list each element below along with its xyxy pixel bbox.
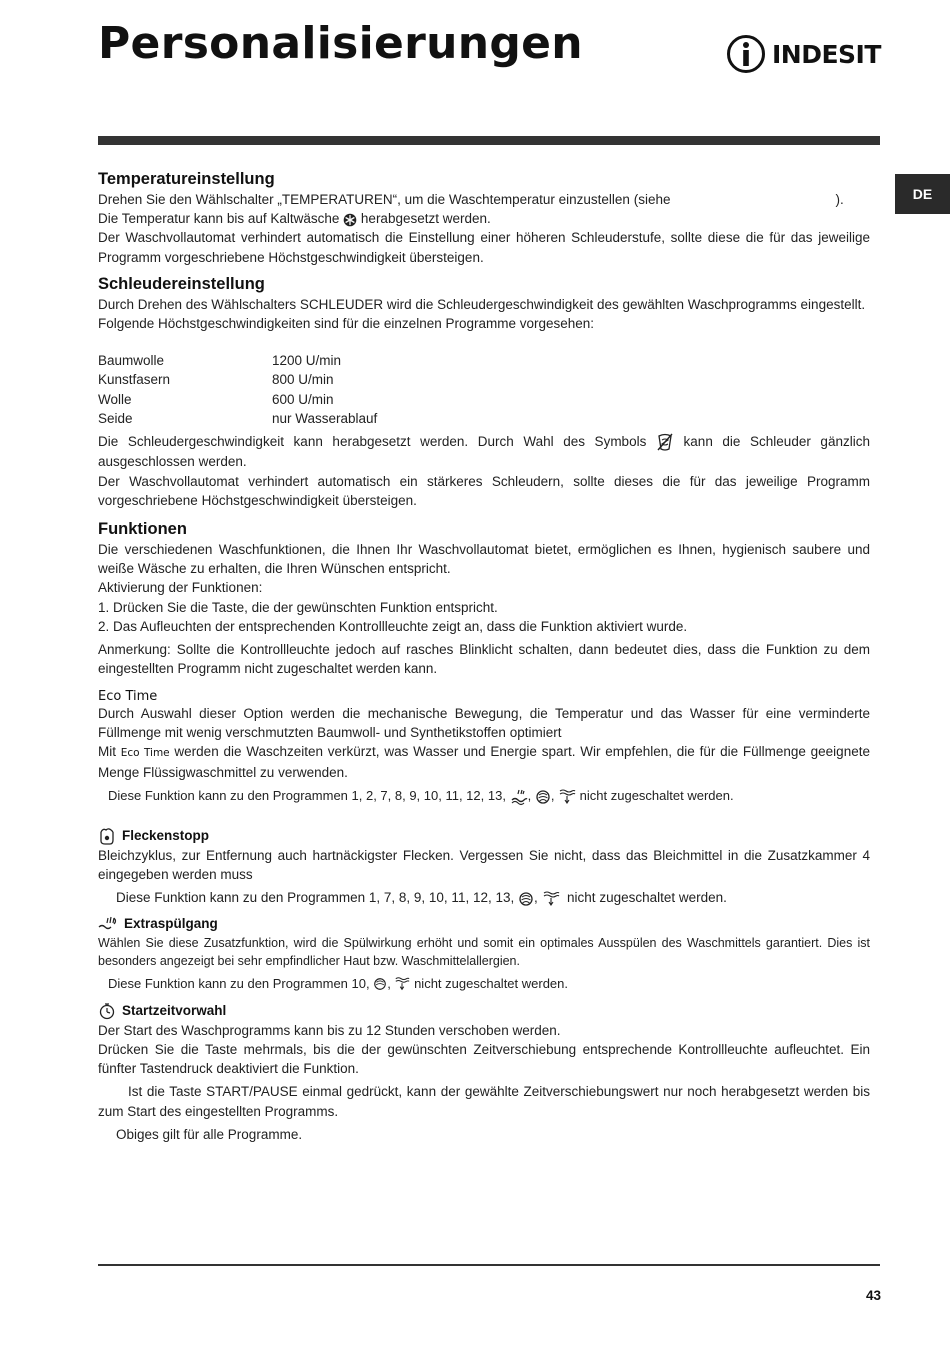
program-speed: 600 U/min xyxy=(272,391,334,407)
stain-note-text: Diese Funktion kann zu den Programmen 1, 7, 8, 9, 10, 11, 12, 13, xyxy=(116,890,515,906)
rinse-icon xyxy=(98,916,118,932)
temperature-line1-text: Drehen Sie den Wählschalter „TEMPERATUREN“, um die Waschtemperatur einzustellen (siehe xyxy=(98,192,671,207)
rinse-note-text: Diese Funktion kann zu den Programmen 10, xyxy=(108,975,370,991)
ecotime-para2-text: Mit xyxy=(98,743,116,759)
spin-para2: Folgende Höchstgeschwindigkeiten sind für die einzelnen Programme vorgesehen: xyxy=(98,316,595,332)
temperature-line1-end: ). xyxy=(835,192,844,207)
table-row xyxy=(98,370,377,389)
table-row xyxy=(98,390,377,409)
spin-heading: Schleudereinstellung xyxy=(98,274,265,293)
silk-icon xyxy=(394,976,410,992)
brand-logo xyxy=(726,34,881,74)
ecotime-para1: Durch Auswahl dieser Option werden die mechanische Bewegung, die Temperatur und das Wasser für eine verminderte Füllmenge mit wenig verschmutzten Baumwoll- und Synthetikstoffen optimiert xyxy=(98,705,870,740)
footer-divider xyxy=(98,1264,880,1266)
table-row xyxy=(98,409,377,428)
ecotime-note-text: Diese Funktion kann zu den Programmen 1, 2, 7, 8, 9, 10, 11, 12, 13, xyxy=(108,788,506,804)
functions-heading: Funktionen xyxy=(98,520,187,539)
ecotime-note-end: nicht zugeschaltet werden. xyxy=(579,788,734,804)
ecotime-note: Diese Funktion kann zu den Programmen 1, 2, 7, 8, 9, 10, 11, 12, 13, , , nicht zugeschaltet werden. xyxy=(108,786,870,806)
ecotime-heading: Eco Time xyxy=(98,688,158,704)
program-speed: 800 U/min xyxy=(272,372,334,388)
rinse-heading: Extraspülgang xyxy=(124,915,218,931)
indesit-logo-icon xyxy=(726,34,766,74)
temperature-heading: Temperatureinstellung xyxy=(98,170,275,188)
spin-speed-table xyxy=(98,351,377,428)
delay-heading-row xyxy=(98,1001,870,1021)
wool-icon xyxy=(535,789,551,805)
program-speed: 1200 U/min xyxy=(272,353,342,369)
delay-para1: Der Start des Waschprogramms kann bis zu 12 Stunden verschoben werden. xyxy=(98,1022,561,1038)
brand-name: INDESIT xyxy=(772,39,881,69)
ecotime-para2-end: werden die Waschzeiten verkürzt, was Wasser und Energie spart. Wir empfehlen, die für die Füllmenge geeignete Menge Flüssigwaschmittel zu verwenden. xyxy=(98,743,870,781)
spin-para3-text: Die Schleudergeschwindigkeit kann herabgesetzt werden. Durch Wahl des Symbols xyxy=(98,434,647,450)
no-spin-icon xyxy=(656,432,674,452)
stain-heading-row xyxy=(98,826,870,846)
spin-para3-end: kann die Schleuder gänzlich ausgeschlossen werden. xyxy=(98,434,870,470)
page-title: Personalisierungen xyxy=(98,18,583,69)
functions-step2: 2. Das Aufleuchten der entsprechenden Kontrollleuchte zeigt an, dass die Funktion aktiviert wurde. xyxy=(98,618,688,634)
temperature-para2: Der Waschvollautomat verhindert automatisch die Einstellung einer höheren Schleuderstufe, sollte diese die für das jeweilige Programm vorgeschriebene Höchstgeschwindigkeit übersteigen. xyxy=(98,230,870,265)
temperature-line2-text: Die Temperatur kann bis auf Kaltwäsche xyxy=(98,211,340,227)
snowflake-icon xyxy=(343,213,357,227)
clock-icon xyxy=(98,1002,116,1020)
delay-heading: Startzeitvorwahl xyxy=(122,1002,227,1018)
spin-para3 xyxy=(98,432,870,472)
program-name: Kunstfasern xyxy=(98,372,171,388)
delay-para4: Obiges gilt für alle Programme. xyxy=(116,1126,303,1142)
stain-note-end: nicht zugeschaltet werden. xyxy=(567,890,727,906)
silk-icon xyxy=(558,788,576,806)
program-name: Seide xyxy=(98,410,133,426)
stain-para: Bleichzyklus, zur Entfernung auch hartnäckigster Flecken. Vergessen Sie nicht, dass das Bleichmittel in die Zusatzkammer 4 eingegeben werden muss xyxy=(98,847,870,883)
rinse-note: Diese Funktion kann zu den Programmen 10, , nicht zugeschaltet werden. xyxy=(108,975,569,991)
rinse-heading-row xyxy=(98,914,870,934)
program-name: Wolle xyxy=(98,391,132,407)
program-name: Baumwolle xyxy=(98,353,165,369)
ecotime-para2 xyxy=(98,742,870,782)
temperature-line2-end: herabgesetzt werden. xyxy=(360,211,491,227)
functions-remark: Anmerkung: Sollte die Kontrollleuchte jedoch auf rasches Blinklicht schalten, dann bedeutet dies, dass die Funktion zu dem eingestellten Programm nicht zugeschaltet werden kann. xyxy=(98,642,870,677)
program-speed: nur Wasserablauf xyxy=(272,410,378,426)
main-content xyxy=(98,168,870,1144)
spin-para4: Der Waschvollautomat verhindert automatisch ein stärkeres Schleudern, sollte dieses die für das jeweilige Programm vorgeschriebene Höchstgeschwindigkeit übersteigen. xyxy=(98,473,870,508)
rinse-icon xyxy=(510,788,528,806)
temperature-line2 xyxy=(98,209,870,228)
functions-activation-label: Aktivierung der Funktionen: xyxy=(98,580,263,596)
delay-para3 xyxy=(98,1082,870,1120)
page-number: 43 xyxy=(866,1288,882,1303)
delay-para3-text: Ist die Taste START/PAUSE einmal gedrückt, kann der gewählte Zeitverschiebungswert nur noch herabgesetzt werden bis zum Start des eingestellten Programms. xyxy=(98,1084,870,1119)
silk-icon xyxy=(542,890,560,908)
stain-note: Diese Funktion kann zu den Programmen 1, 7, 8, 9, 10, 11, 12, 13, , nicht zugeschaltet werden. xyxy=(116,888,870,907)
functions-intro: Die verschiedenen Waschfunktionen, die Ihnen Ihr Waschvollautomat bietet, ermöglichen es Ihnen, hygienisch saubere und weiße Wäsche zu erhalten, die Ihren Wünschen entspricht. xyxy=(98,542,870,577)
delay-para2: Drücken Sie die Taste mehrmals, bis die der gewünschten Zeitverschiebung entsprechende Kontrollleuchte aufleuchtet. Ein fünfter Tastendruck deaktiviert die Funktion. xyxy=(98,1041,870,1077)
ecotime-inline-label: Eco Time xyxy=(120,746,170,759)
wool-icon xyxy=(518,891,534,907)
language-tab: DE xyxy=(895,174,950,214)
spin-para1: Durch Drehen des Wählschalters SCHLEUDER wird die Schleudergeschwindigkeit des gewählten Waschprogramms eingestellt. xyxy=(98,296,866,312)
rinse-para: Wählen Sie diese Zusatzfunktion, wird die Spülwirkung erhöht und somit ein optimales Ausspülen des Waschmittels garantiert. Dies ist besonders angezeigt bei sehr empfindlicher Haut bzw. Waschmittelallergien. xyxy=(98,935,870,968)
wool-icon xyxy=(373,977,387,991)
stain-heading: Fleckenstopp xyxy=(122,827,210,843)
functions-step1: 1. Drücken Sie die Taste, die der gewünschten Funktion entspricht. xyxy=(98,599,498,615)
temperature-line1 xyxy=(98,190,870,209)
stain-icon xyxy=(98,826,116,846)
rinse-note-end: nicht zugeschaltet werden. xyxy=(414,975,569,991)
table-row xyxy=(98,351,377,370)
header-divider xyxy=(98,136,880,145)
